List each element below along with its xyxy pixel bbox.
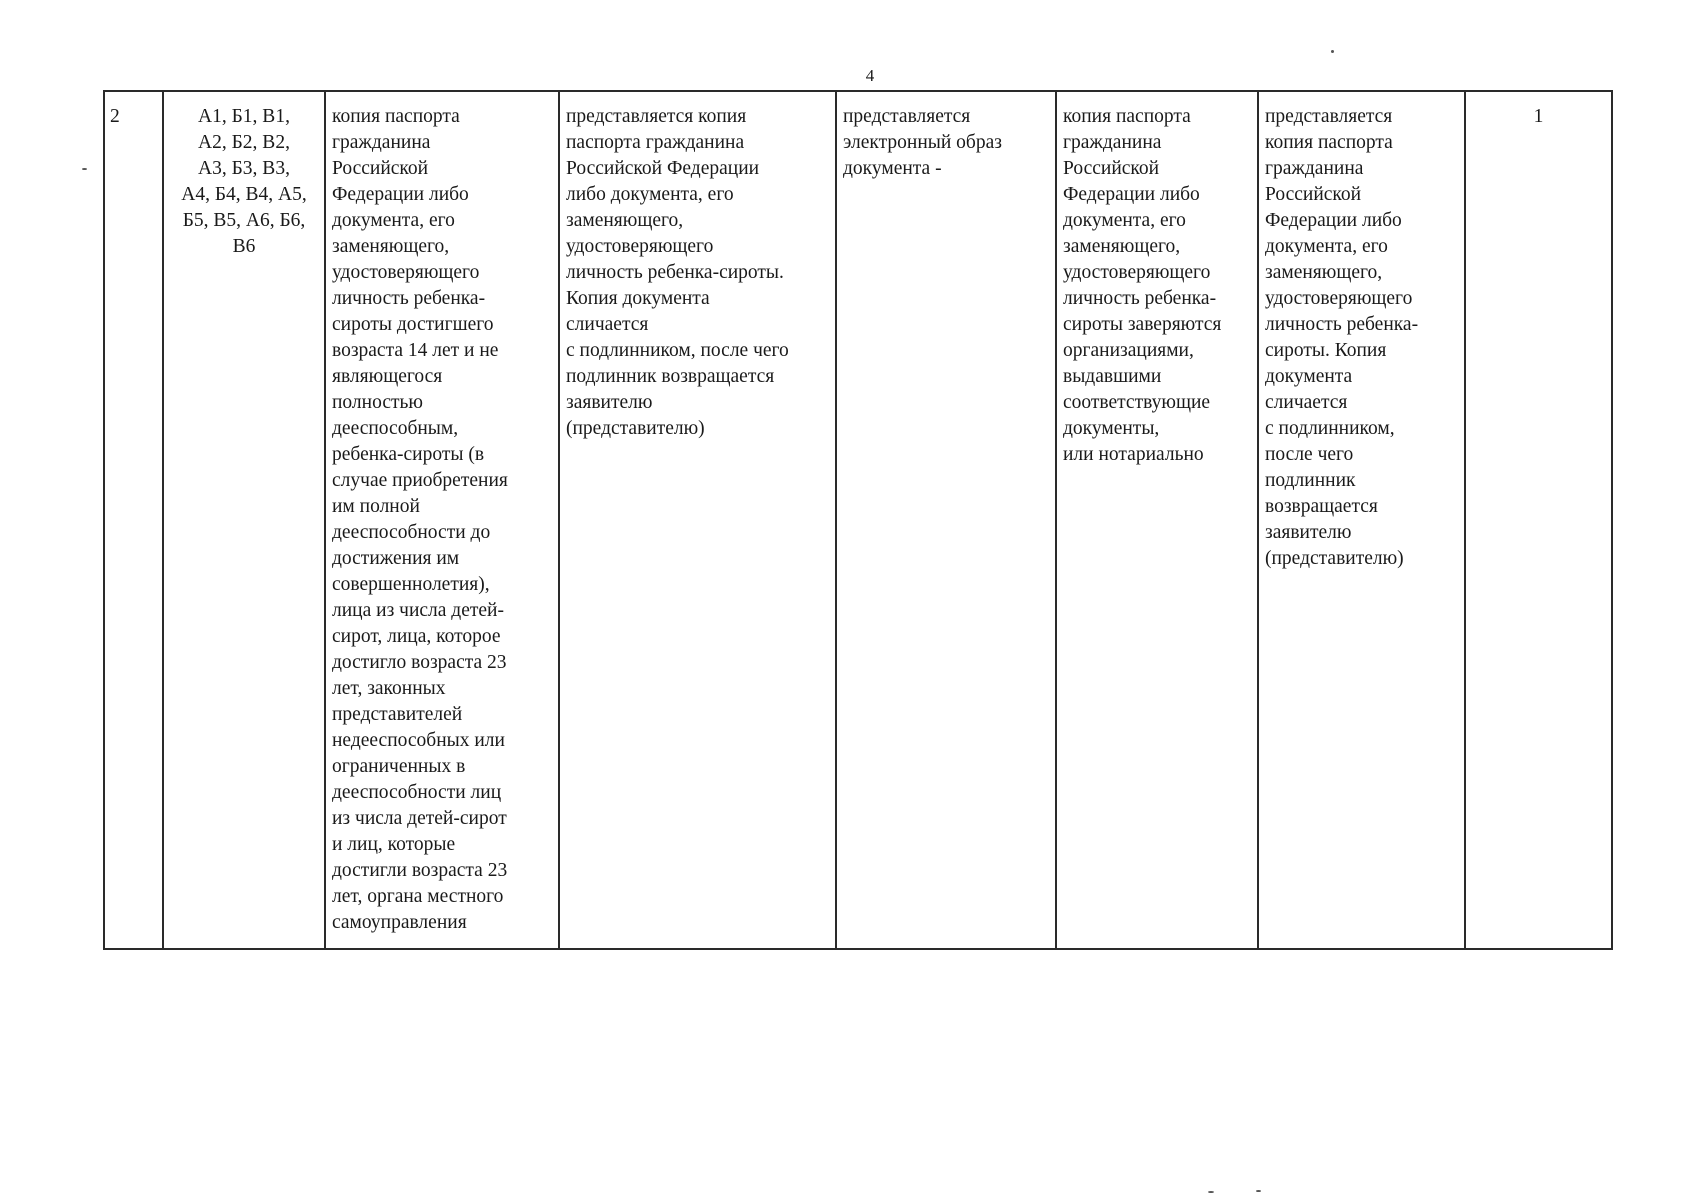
quantity-cell: 1 xyxy=(1465,91,1612,949)
scan-speck xyxy=(82,168,87,170)
certification-cell: копия паспорта гражданина Российской Федерации либо документа, его заменяющего, удостоверяющего личность ребенка- сироты заверяются организациями, выдавшими соответствующие документы, или нотариально xyxy=(1056,91,1258,949)
category-codes-cell: А1, Б1, В1, А2, Б2, В2, А3, Б3, В3, А4, Б4, В4, А5, Б5, В5, А6, Б6, В6 xyxy=(163,91,325,949)
table-row xyxy=(104,91,1612,949)
document-table xyxy=(103,90,1613,950)
electronic-submission-cell: представляется электронный образ документа - xyxy=(836,91,1056,949)
scan-speck xyxy=(1256,1190,1261,1192)
paper-submission-cell: представляется копия паспорта гражданина Российской Федерации либо документа, его заменяющего, удостоверяющего личность ребенка-сироты. Копия документа сличается с подлинником, после чего подлинник возвращается заявителю (представителю) xyxy=(559,91,836,949)
page-number: 4 xyxy=(865,66,875,85)
procedure-cell: представляется копия паспорта гражданина Российской Федерации либо документа, его заменяющего, удостоверяющего личность ребенка- сироты. Копия документа сличается с подлинником, после чего подлинник возвращается заявителю (представителю) xyxy=(1258,91,1465,949)
scan-speck xyxy=(1208,1191,1214,1193)
document-name-cell: копия паспорта гражданина Российской Федерации либо документа, его заменяющего, удостоверяющего личность ребенка- сироты достигшего возраста 14 лет и не являющегося полностью дееспособным, ребенка-сироты (в случае приобретения им полной дееспособности до достижения им совершеннолетия), лица из числа детей- сирот, лица, которое достигло возраста 23 лет, законных представителей недееспособных или ограниченных в дееспособности лиц из числа детей-сирот и лиц, которые достигли возраста 23 лет, органа местного самоуправления xyxy=(325,91,559,949)
scan-speck xyxy=(1331,50,1334,53)
row-number-cell: 2 xyxy=(104,91,163,949)
